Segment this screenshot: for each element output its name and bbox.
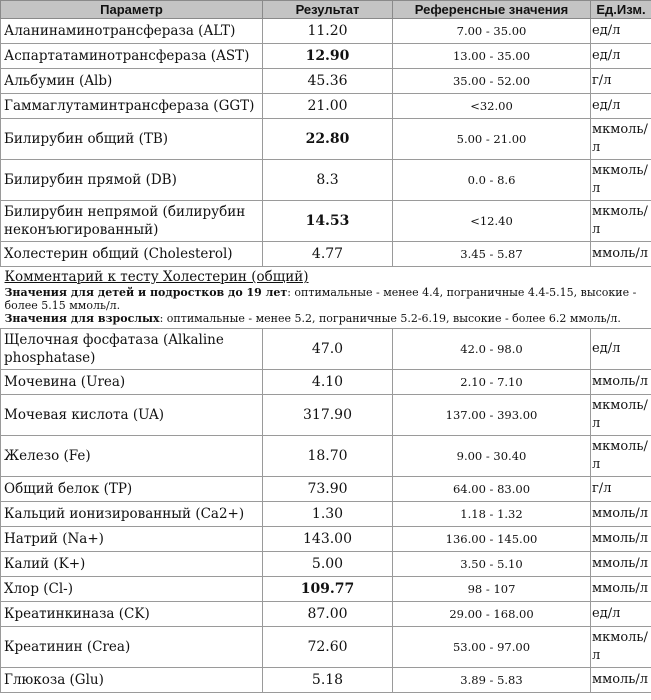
table-row (1, 329, 651, 370)
ref-range-cell: 13.00 - 35.00 (393, 44, 591, 69)
unit-cell: ммоль/л (591, 552, 651, 577)
table-row (1, 668, 651, 693)
param-cell: Железо (Fe) (1, 436, 263, 477)
param-cell: Глюкоза (Glu) (1, 668, 263, 693)
ref-range-cell: 3.45 - 5.87 (393, 242, 591, 267)
ref-range-cell: 3.50 - 5.10 (393, 552, 591, 577)
unit-cell: ммоль/л (591, 577, 651, 602)
param-cell: Мочевина (Urea) (1, 370, 263, 395)
ref-range-cell: 136.00 - 145.00 (393, 527, 591, 552)
unit-cell: ммоль/л (591, 502, 651, 527)
header-param: Параметр (1, 1, 263, 19)
param-cell: Холестерин общий (Cholesterol) (1, 242, 263, 267)
table-row (1, 395, 651, 436)
result-cell: 12.90 (263, 44, 393, 69)
unit-cell: ед/л (591, 329, 651, 370)
table-row (1, 602, 651, 627)
param-cell: Аспартатаминотрансфераза (AST) (1, 44, 263, 69)
result-cell: 87.00 (263, 602, 393, 627)
comment-adults-line (5, 312, 648, 325)
header-row (1, 1, 651, 19)
comment-adults-text: : оптимальные - менее 5.2, пограничные 5.2-6.19, высокие - более 6.2 ммоль/л. (159, 312, 621, 325)
unit-cell: г/л (591, 69, 651, 94)
table-row (1, 119, 651, 160)
ref-range-cell: 42.0 - 98.0 (393, 329, 591, 370)
unit-cell: ед/л (591, 19, 651, 44)
comment-children-label: Значения для детей и подростков до 19 лет (4, 286, 288, 299)
table-row (1, 502, 651, 527)
table-row (1, 160, 651, 201)
header-result: Результат (263, 1, 393, 19)
result-cell: 5.18 (263, 668, 393, 693)
unit-cell: мкмоль/л (591, 627, 651, 668)
table-row (1, 477, 651, 502)
ref-range-cell: 53.00 - 97.00 (393, 627, 591, 668)
result-cell: 73.90 (263, 477, 393, 502)
unit-cell: мкмоль/л (591, 436, 651, 477)
unit-cell: мкмоль/л (591, 201, 651, 242)
result-cell: 143.00 (263, 527, 393, 552)
table-row (1, 552, 651, 577)
unit-cell: ммоль/л (591, 242, 651, 267)
comment-children-text: : оптимальные - менее 4.4, пограничные 4.4-5.15, высокие - более 5.15 ммоль/л. (4, 286, 637, 312)
unit-cell: ед/л (591, 44, 651, 69)
ref-range-cell: 98 - 107 (393, 577, 591, 602)
result-cell: 4.77 (263, 242, 393, 267)
ref-range-cell: 0.0 - 8.6 (393, 160, 591, 201)
table-row (1, 44, 651, 69)
param-cell: Калий (K+) (1, 552, 263, 577)
param-cell: Кальций ионизированный (Ca2+) (1, 502, 263, 527)
param-cell: Натрий (Na+) (1, 527, 263, 552)
unit-cell: ед/л (591, 602, 651, 627)
cholesterol-comment-group (1, 267, 651, 329)
ref-range-cell: <32.00 (393, 94, 591, 119)
unit-cell: ед/л (591, 94, 651, 119)
ref-range-cell: 3.89 - 5.83 (393, 668, 591, 693)
unit-cell: ммоль/л (591, 527, 651, 552)
table-row (1, 19, 651, 44)
result-cell: 1.30 (263, 502, 393, 527)
table-row (1, 201, 651, 242)
comment-row (1, 267, 651, 329)
header-unit: Ед.Изм. (591, 1, 651, 19)
table-row (1, 69, 651, 94)
table-row (1, 577, 651, 602)
comment-adults-label: Значения для взрослых (4, 312, 160, 325)
result-cell: 317.90 (263, 395, 393, 436)
table-row (1, 436, 651, 477)
ref-range-cell: 2.10 - 7.10 (393, 370, 591, 395)
cholesterol-comment (1, 267, 651, 329)
param-cell: Общий белок (TP) (1, 477, 263, 502)
ref-range-cell: 5.00 - 21.00 (393, 119, 591, 160)
comment-children-line (5, 286, 648, 312)
table-row (1, 242, 651, 267)
ref-range-cell: 137.00 - 393.00 (393, 395, 591, 436)
param-cell: Билирубин прямой (DB) (1, 160, 263, 201)
comment-title: Комментарий к тесту Холестерин (общий) (4, 269, 309, 285)
param-cell: Билирубин общий (TB) (1, 119, 263, 160)
unit-cell: мкмоль/л (591, 395, 651, 436)
param-cell: Креатинин (Crea) (1, 627, 263, 668)
result-cell: 45.36 (263, 69, 393, 94)
table-row (1, 370, 651, 395)
table-row (1, 627, 651, 668)
result-cell: 14.53 (263, 201, 393, 242)
ref-range-cell: 29.00 - 168.00 (393, 602, 591, 627)
results-group-b (1, 329, 651, 693)
param-cell: Альбумин (Alb) (1, 69, 263, 94)
ref-range-cell: 64.00 - 83.00 (393, 477, 591, 502)
result-cell: 72.60 (263, 627, 393, 668)
table-row (1, 94, 651, 119)
unit-cell: г/л (591, 477, 651, 502)
param-cell: Гаммаглутаминтрансфераза (GGT) (1, 94, 263, 119)
unit-cell: мкмоль/л (591, 160, 651, 201)
header-ref: Референсные значения (393, 1, 591, 19)
param-cell: Мочевая кислота (UA) (1, 395, 263, 436)
unit-cell: мкмоль/л (591, 119, 651, 160)
ref-range-cell: 35.00 - 52.00 (393, 69, 591, 94)
ref-range-cell: 7.00 - 35.00 (393, 19, 591, 44)
result-cell: 109.77 (263, 577, 393, 602)
result-cell: 18.70 (263, 436, 393, 477)
param-cell: Хлор (Cl-) (1, 577, 263, 602)
unit-cell: ммоль/л (591, 668, 651, 693)
ref-range-cell: 1.18 - 1.32 (393, 502, 591, 527)
unit-cell: ммоль/л (591, 370, 651, 395)
result-cell: 47.0 (263, 329, 393, 370)
result-cell: 21.00 (263, 94, 393, 119)
result-cell: 22.80 (263, 119, 393, 160)
result-cell: 5.00 (263, 552, 393, 577)
table-row (1, 527, 651, 552)
param-cell: Щелочная фосфатаза (Alkaline phosphatase) (1, 329, 263, 370)
results-group-a (1, 19, 651, 267)
param-cell: Билирубин непрямой (билирубин неконъюгированный) (1, 201, 263, 242)
ref-range-cell: 9.00 - 30.40 (393, 436, 591, 477)
param-cell: Креатинкиназа (CK) (1, 602, 263, 627)
ref-range-cell: <12.40 (393, 201, 591, 242)
result-cell: 8.3 (263, 160, 393, 201)
result-cell: 11.20 (263, 19, 393, 44)
result-cell: 4.10 (263, 370, 393, 395)
param-cell: Аланинаминотрансфераза (ALT) (1, 19, 263, 44)
